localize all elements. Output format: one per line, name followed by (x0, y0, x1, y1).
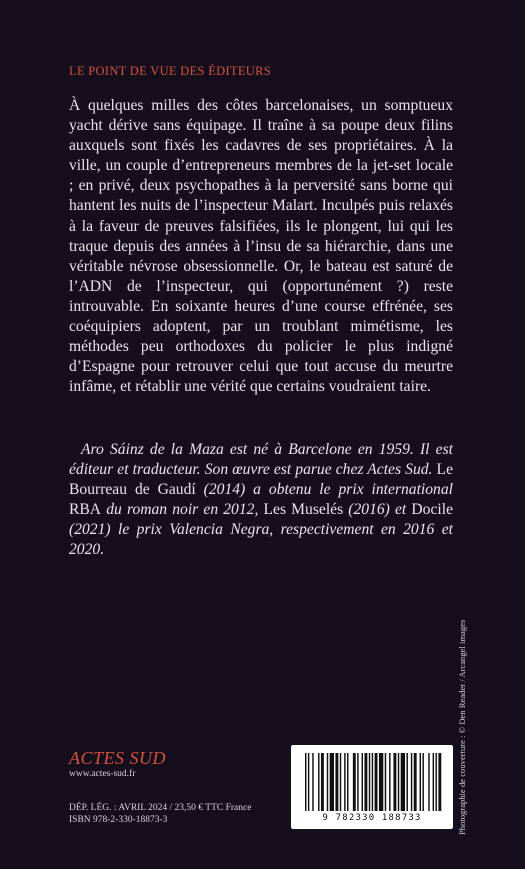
book-title-3: Docile (411, 501, 453, 519)
legal-info (69, 802, 251, 826)
book-title-1: Le Bourreau de Gaudí (69, 461, 453, 499)
summary-paragraph: À quelques milles des côtes barcelonaises, un somptueux yacht dérive sans équipage. Il traîne à sa poupe deux filins auxquels sont fixés les cadavres de ses propriétaires. À la ville, un couple d’entrepreneurs membres de la jet-set locale ; en privé, deux psychopathes à la perversité sans borne qui hantent les nuits de l’inspecteur Malart. Inculpés puis relaxés à la faveur de preuves falsifiées, ils le plongent, lui qui les traque depuis des années à l’insu de sa hiérarchie, dans une véritable névrose obsessionnelle. Or, le bateau est saturé de l’ADN de l’inspecteur, qui (opportunément ?) reste introuvable. En soixante heures d’une course effrénée, ses coéquipiers adoptent, par un troublant mimétisme, les méthodes peu orthodoxes du policier le plus indigné d’Espagne pour retrouver celui que tout accuse du meurtre infâme, et rétablir une vérité que certains voudraient taire. (69, 97, 453, 396)
barcode (291, 745, 453, 829)
author-bio: Aro Sáinz de la Maza est né à Barcelone en 1959. Il est éditeur et traducteur. Son œuvre est parue chez Actes Sud. Le Bourreau de Gaudí (2014) a obtenu le prix international RBA du roman noir en 2012, Les Muselés (2016) et Docile (2021) le prix Valencia Negra, respectivement en 2016 et 2020. (69, 441, 453, 559)
bio-intro: Aro Sáinz de la Maza est né à Barcelone en 1959. Il est éditeur et traducteur. Son œuvre est parue chez Actes Sud. (69, 441, 453, 479)
legal-deposit: DÉP. LÉG. : AVRIL 2024 / 23,50 € TTC France (69, 803, 252, 813)
section-heading: LE POINT DE VUE DES ÉDITEURS (69, 64, 272, 78)
photo-credit: Photographie de couverture : © Den Reader / Arcangel images (457, 619, 467, 835)
book-summary (69, 96, 453, 397)
isbn: ISBN 978-2-330-18873-3 (69, 815, 168, 825)
publisher-logo: ACTES SUD (69, 748, 167, 768)
barcode-number: 9 782330 188733 (322, 813, 422, 823)
prize-name: RBA (69, 501, 102, 519)
publisher-website: www.actes-sud.fr (69, 769, 136, 779)
book-title-2: Les Muselés (263, 501, 344, 519)
